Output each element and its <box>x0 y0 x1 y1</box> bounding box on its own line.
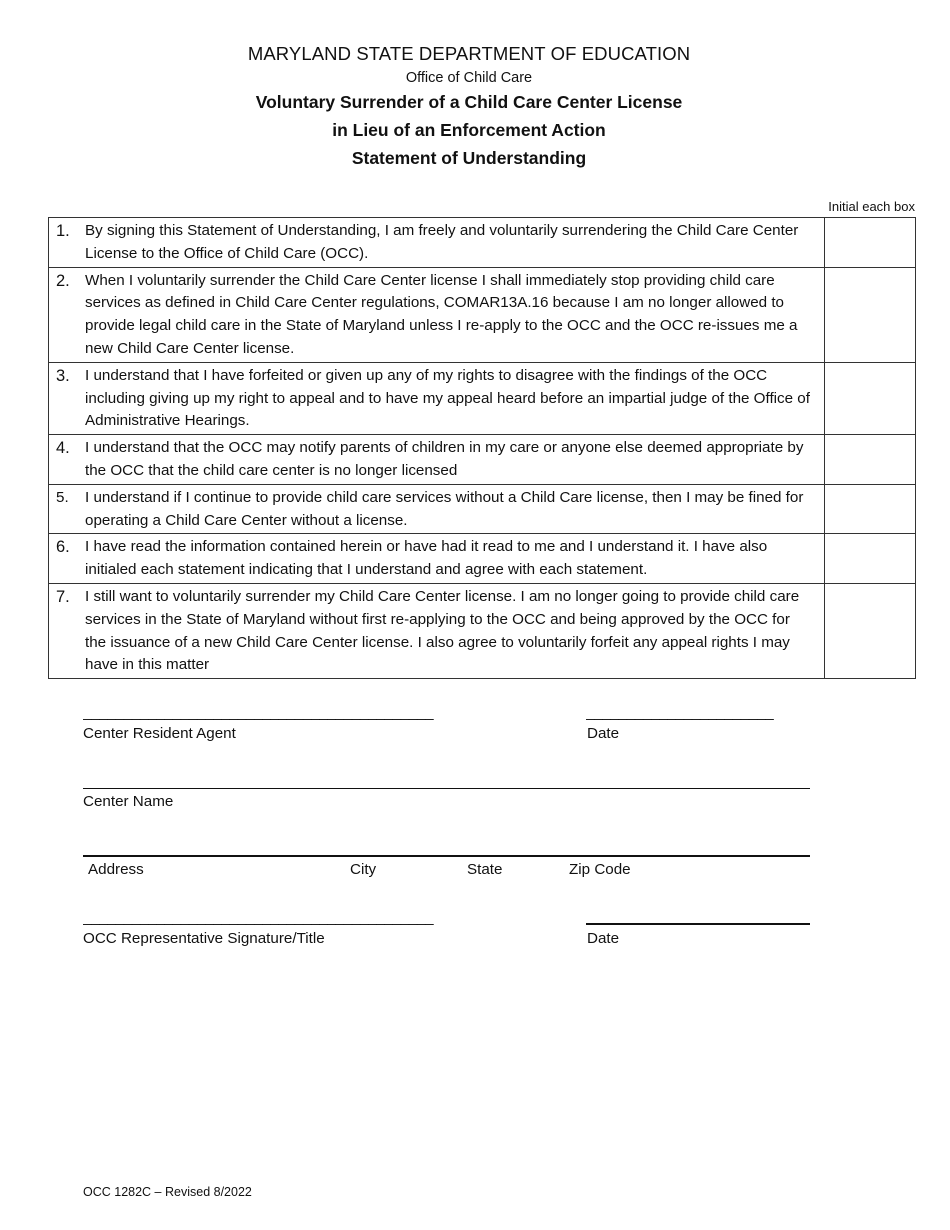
statement-row <box>49 362 916 434</box>
statement-row <box>49 484 916 534</box>
initial-box[interactable] <box>825 362 916 434</box>
statement-number: 6. <box>56 538 70 557</box>
statement-row <box>49 583 916 678</box>
form-title-line-1: Voluntary Surrender of a Child Care Center License <box>255 92 683 112</box>
statement-row <box>49 435 916 485</box>
agency-name: MARYLAND STATE DEPARTMENT OF EDUCATION <box>247 43 691 64</box>
date-label-2: Date <box>587 930 620 947</box>
statement-number: 1. <box>56 222 70 240</box>
statement-number: 5. <box>56 488 69 506</box>
initial-box[interactable] <box>825 583 916 678</box>
form-number-footer: OCC 1282C – Revised 8/2022 <box>83 1185 252 1199</box>
statement-text: By signing this Statement of Understanding, I am freely and voluntarily surrendering the Child Care Center License to the Office of Child Care (OCC). <box>85 222 799 262</box>
date-line-1[interactable]: _______________________ <box>586 704 774 721</box>
form-title-line-2: in Lieu of an Enforcement Action <box>332 120 606 140</box>
date-label-1: Date <box>587 725 620 742</box>
state-label: State <box>467 861 503 878</box>
initial-box[interactable] <box>825 484 916 534</box>
form-header <box>0 42 938 172</box>
zip-code-label: Zip Code <box>569 861 631 878</box>
resident-agent-label: Center Resident Agent <box>83 725 236 742</box>
statement-row <box>49 534 916 584</box>
center-name-line[interactable] <box>83 788 810 789</box>
center-name-label: Center Name <box>83 793 174 810</box>
statement-row <box>49 267 916 362</box>
statement-text: I have read the information contained herein or have had it read to me and I understand it. I have also initialed each statement indicating that I understand and agree with each statement. <box>85 538 768 579</box>
form-title-line-3: Statement of Understanding <box>351 148 587 168</box>
address-line[interactable] <box>83 855 810 857</box>
occ-rep-label: OCC Representative Signature/Title <box>83 930 325 947</box>
statement-row <box>49 218 916 268</box>
initial-box[interactable] <box>825 534 916 584</box>
statement-number: 4. <box>56 439 70 458</box>
statement-text: I understand that the OCC may notify parents of children in my care or anyone else deemed appropriate by the OCC that the child care center is no longer licensed <box>85 439 804 479</box>
date-line-2[interactable] <box>586 923 810 925</box>
occ-rep-signature-line[interactable]: ___________________________________________ <box>83 909 434 926</box>
statements-table <box>48 217 916 679</box>
statement-text: I understand that I have forfeited or given up any of my rights to disagree with the findings of the OCC including giving up my right to appeal and to have my appeal heard before an impartial judge of the Office of Administrative Hearings. <box>85 366 810 430</box>
resident-agent-signature-line[interactable]: ___________________________________________ <box>83 704 434 721</box>
initial-box[interactable] <box>825 267 916 362</box>
address-label: Address <box>88 861 144 878</box>
statement-number: 2. <box>56 271 70 290</box>
city-label: City <box>350 861 377 878</box>
statement-number: 7. <box>56 587 70 606</box>
statement-text: When I voluntarily surrender the Child Care Center license I shall immediately stop providing child care services as defined in Child Care Center regulations, COMAR13A.16 because I am no longer allowed to provide legal child care in the State of Maryland unless I re-apply to the OCC and the OCC re-issues me a new Child Care Center license. <box>85 271 798 357</box>
initial-box[interactable] <box>825 218 916 268</box>
statement-number: 3. <box>56 366 70 385</box>
statement-text: I understand if I continue to provide child care services without a Child Care license, then I may be fined for operating a Child Care Center without a license. <box>85 488 804 529</box>
initial-each-box-label: Initial each box <box>828 199 915 214</box>
statement-text: I still want to voluntarily surrender my Child Care Center license. I am no longer going to provide child care services in the State of Maryland without first re-applying to the OCC and being approved by the OCC for the issuance of a new Child Care Center license. I also agree to voluntarily forfeit any appeal rights I may have in this matter <box>85 587 800 674</box>
office-name: Office of Child Care <box>405 70 533 86</box>
initial-box[interactable] <box>825 435 916 485</box>
